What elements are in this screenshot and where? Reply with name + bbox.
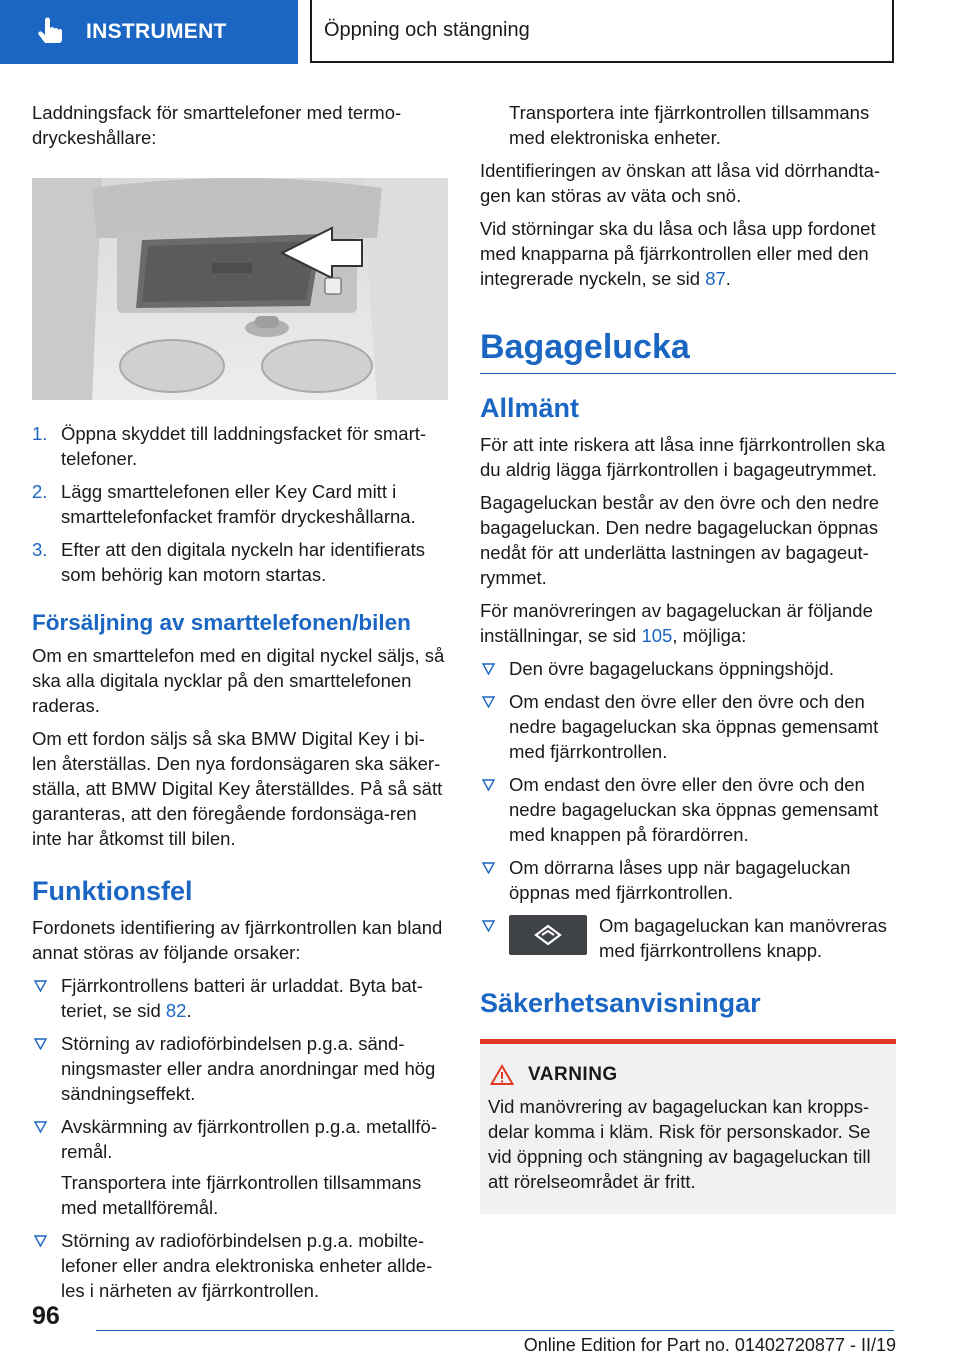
triangle-bullet-icon <box>34 980 47 992</box>
trunk-options-list <box>480 656 896 963</box>
fault-lock-paragraph: Vid störningar ska du låsa och låsa upp fordonet med knapparna på fjärrkontrollen eller med den integrerade nyckeln, se sid 87. <box>480 218 876 289</box>
triangle-bullet-icon <box>482 920 495 932</box>
step-item: 3. Efter att den digitala nyckeln har identifierats som behörig kan motorn startas. <box>32 539 426 585</box>
footer-divider <box>96 1330 894 1331</box>
list-item: Om endast den övre eller den övre och den nedre bagageluckan ska öppnas gemensamt med fjärrkontrollen. <box>480 689 896 764</box>
fault-list <box>32 973 448 1303</box>
general-paragraph-1: För att inte riskera att låsa inne fjärrkontrollen ska du aldrig lägga fjärrkontrollen i bagageutrymmet. <box>480 434 886 480</box>
page-link-82[interactable]: 82 <box>165 1000 187 1021</box>
fault-heading: Funktionsfel <box>32 876 193 906</box>
triangle-bullet-icon <box>482 663 495 675</box>
wireless-charging-tray-photo <box>32 178 448 400</box>
warning-title: VARNING <box>528 1064 618 1085</box>
fault-intro: Fordonets identifiering av fjärrkontrollen kan bland annat störas av följande orsaker: <box>32 917 443 963</box>
page-number: 96 <box>32 1302 60 1330</box>
list-item: Om endast den övre eller den övre och den nedre bagageluckan ska öppnas gemensamt med knappen på förardörren. <box>480 772 896 847</box>
triangle-bullet-icon <box>34 1121 47 1133</box>
right-column <box>480 100 896 1214</box>
step-item: 2. Lägg smarttelefonen eller Key Card mitt i smarttelefonfacket framför dryckeshållarna. <box>32 481 416 527</box>
sale-paragraph-1: Om en smarttelefon med en digital nyckel säljs, så ska alla digitala nycklar på den smarttelefonen raderas. <box>32 645 445 716</box>
section-tab-label: INSTRUMENT <box>86 20 227 43</box>
intro-paragraph: Laddningsfack för smarttelefoner med termo-dryckeshållare: <box>32 102 402 148</box>
settings-paragraph: För manövreringen av bagageluckan är följande inställningar, se sid 105, möjliga: <box>480 600 873 646</box>
door-handle-paragraph: Identifieringen av önskan att låsa vid dörrhandta-gen kan störas av väta och snö. <box>480 160 881 206</box>
section-tab <box>0 0 298 64</box>
list-item: Den övre bagageluckans öppningshöjd. <box>480 656 896 681</box>
charging-steps <box>32 421 448 587</box>
edition-footer: Online Edition for Part no. 01402720877 - II/19 <box>523 1335 896 1355</box>
page-link-87[interactable]: 87 <box>705 268 726 289</box>
general-heading: Allmänt <box>480 393 580 423</box>
page-link-105[interactable]: 105 <box>641 625 673 646</box>
left-column <box>32 100 448 1311</box>
triangle-bullet-icon <box>482 696 495 708</box>
list-item: Om bagageluckan kan manövreras med fjärrkontrollens knapp. <box>480 913 896 963</box>
list-item: Störning av radioförbindelsen p.g.a. sänd-ningsmaster eller andra anordningar med hög sändningseffekt. <box>32 1031 448 1106</box>
safety-heading: Säkerhetsanvisningar <box>480 988 761 1018</box>
chapter-title: Öppning och stängning <box>310 0 894 63</box>
trunk-button-icon <box>509 915 587 955</box>
sale-paragraph-2: Om ett fordon säljs så ska BMW Digital Key i bi-len återställas. Den nya fordonsägaren ska säker-ställa, att BMW Digital Key återställdes. På så sätt garanteras, att den föregående fordonsäga-ren inte har åtkomst till bilen. <box>32 728 443 849</box>
list-item-note: Transportera inte fjärrkontrollen tillsammans med metallföremål. <box>61 1172 422 1218</box>
continued-note: Transportera inte fjärrkontrollen tillsammans med elektroniska enheter. <box>509 102 870 148</box>
sale-heading: Försäljning av smarttelefonen/bilen <box>32 610 411 635</box>
list-item: Om dörrarna låses upp när bagageluckan öppnas med fjärrkontrollen. <box>480 855 896 905</box>
triangle-bullet-icon <box>34 1038 47 1050</box>
step-item: 1. Öppna skyddet till laddningsfacket för smart-telefoner. <box>32 423 427 469</box>
triangle-bullet-icon <box>34 1235 47 1247</box>
hand-touch-icon <box>36 17 66 47</box>
warning-box <box>480 1039 896 1214</box>
warning-text: Vid manövrering av bagageluckan kan kropps-delar komma i kläm. Risk för personskador. Se vid öppning och stängning av bagageluckan till att rörelseområdet är fritt. <box>488 1096 871 1192</box>
triangle-bullet-icon <box>482 779 495 791</box>
list-item: Avskärmning av fjärrkontrollen p.g.a. metallfö-remål. Transportera inte fjärrkontrollen tillsammans med metallföremål. <box>32 1114 448 1220</box>
trunk-heading: Bagagelucka <box>480 327 896 374</box>
triangle-bullet-icon <box>482 862 495 874</box>
list-item: Störning av radioförbindelsen p.g.a. mobilte-lefoner eller andra elektroniska enheter allde-les i närheten av fjärrkontrollen. <box>32 1228 448 1303</box>
list-item: Fjärrkontrollens batteri är urladdat. Byta bat-teriet, se sid 82. <box>32 973 448 1023</box>
general-paragraph-2: Bagageluckan består av den övre och den nedre bagageluckan. Den nedre bagageluckan öppnas nedåt för att underlätta lastningen av bagageut-rymmet. <box>480 492 880 588</box>
warning-triangle-icon <box>490 1064 514 1086</box>
